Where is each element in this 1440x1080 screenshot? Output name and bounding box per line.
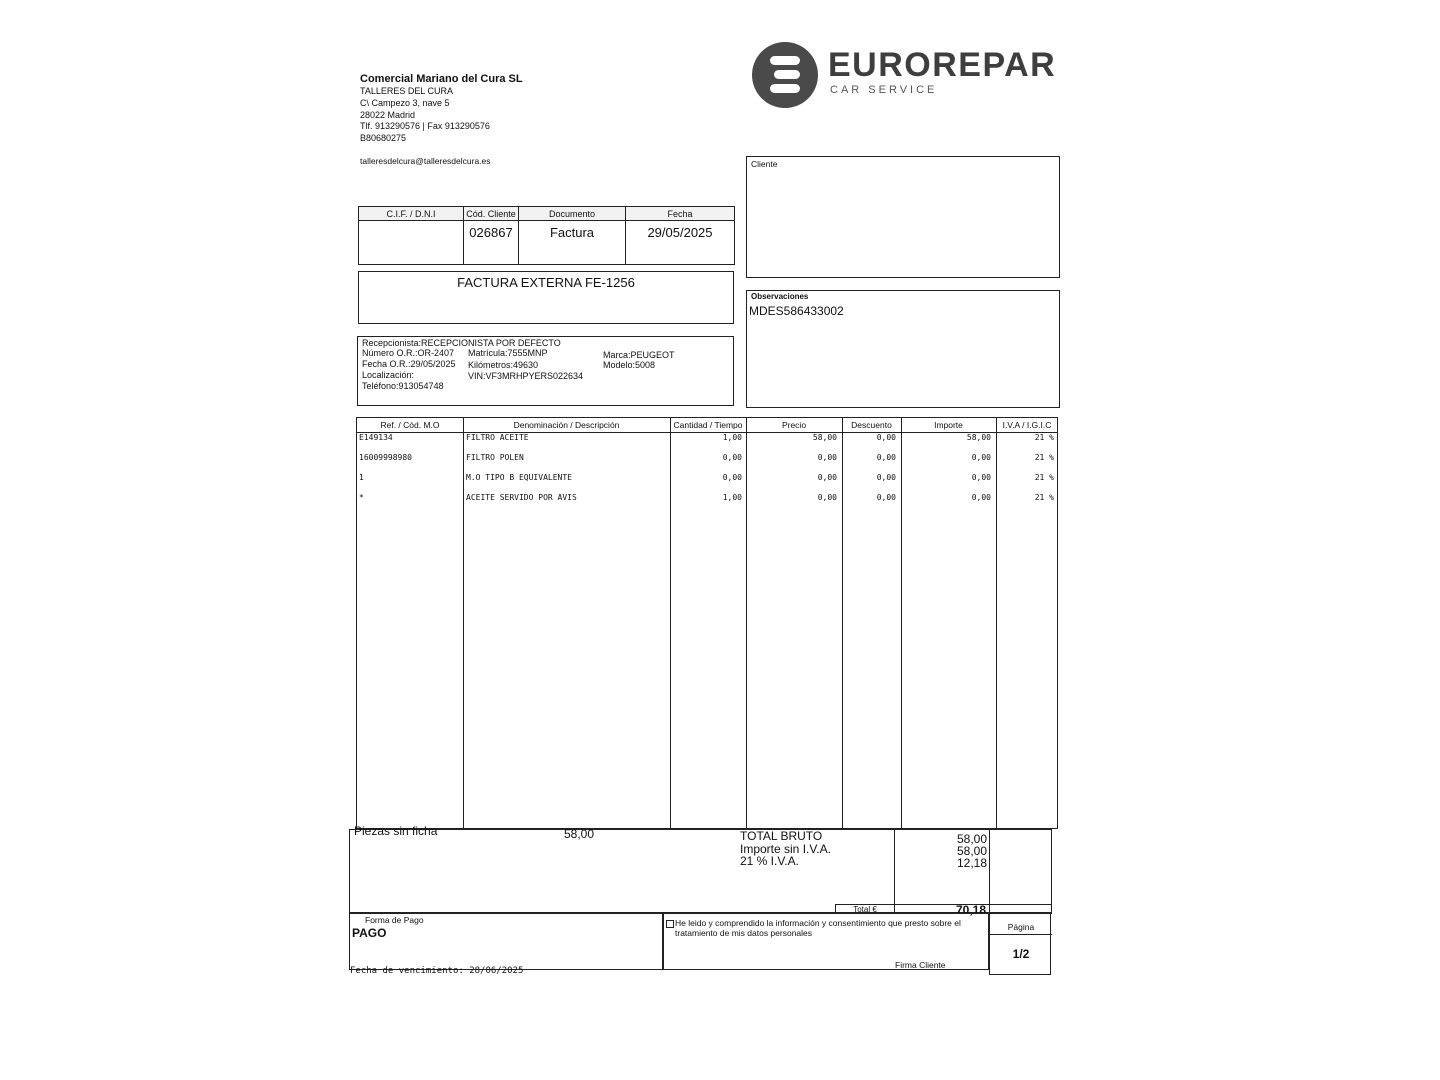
iva-value: 12,18 [956,856,987,870]
piezas-label: Piezas sin ficha [354,824,438,838]
item-iva: 21 % [1034,433,1054,442]
item-descuento: 0,00 [876,453,896,462]
item-descuento: 0,00 [876,493,896,502]
company-cif: B80680275 [360,133,407,144]
invoice-header-table [358,206,735,265]
company-city: 28022 Madrid [360,109,416,120]
item-importe: 0,00 [971,453,991,462]
company-email: talleresdelcura@talleresdelcura.es [360,156,491,166]
table-row [357,453,1059,473]
total-label: Total € [853,905,877,914]
company-address: C\ Campezo 3, nave 5 [360,97,450,108]
logo-brand: EUROREPAR [828,46,1057,84]
numero-or: Número O.R.:OR-2407 [362,348,455,358]
item-importe: 58,00 [966,433,991,442]
matricula: Matrícula:7555MNP [468,348,548,358]
col-ref: Ref. / Cód. M.O [357,418,463,433]
fecha-vencimiento: Fecha de vencimiento: 28/06/2025 [350,966,524,976]
pagina-value: 1/2 [1012,947,1030,961]
invoice-title-box [358,271,734,324]
totals-box [349,824,1052,917]
forma-pago-label: Forma de Pago [365,915,424,925]
table-row [357,433,1059,453]
item-desc: M.O TIPO B EQUIVALENTE [466,473,572,482]
col-precio: Precio [746,418,842,433]
iva-label: 21 % I.V.A. [740,854,799,868]
table-row [357,473,1059,493]
header-fecha: Fecha [626,207,735,221]
item-cantidad: 0,00 [722,453,742,462]
item-iva: 21 % [1034,493,1054,502]
eurorepar-logo-icon [752,42,818,108]
logo-subtitle: CAR SERVICE [830,84,938,96]
observaciones-label: Observaciones [751,292,809,301]
item-desc: ACEITE SERVIDO POR AVIS [466,493,577,502]
marca: Marca:PEUGEOT [603,350,675,360]
item-cantidad: 1,00 [722,493,742,502]
items-table [356,417,1058,829]
col-descripcion: Denominación / Descripción [463,418,670,433]
consent-text: He leido y comprendido la información y consentimiento que presto sobre el tratamiento de mis datos personales [675,918,961,938]
item-precio: 0,00 [817,473,837,482]
telefono: Teléfono:913054748 [362,381,444,391]
item-desc: FILTRO POLEN [466,453,524,462]
vehicle-info-box [357,336,734,406]
piezas-value: 58,00 [564,827,595,841]
company-line: TALLERES DEL CURA [360,86,454,96]
item-precio: 58,00 [812,433,837,442]
value-fecha: 29/05/2025 [626,221,735,265]
item-importe: 0,00 [971,493,991,502]
recepcionista: Recepcionista:RECEPCIONISTA POR DEFECTO [362,338,561,348]
item-cantidad: 1,00 [722,433,742,442]
observaciones-box [746,290,1060,408]
modelo: Modelo:5008 [603,360,656,370]
value-cod-cliente: 026867 [464,221,519,265]
eurorepar-logo [752,42,1062,108]
item-precio: 0,00 [817,493,837,502]
cliente-label: Cliente [751,159,778,169]
importe-sin-iva-label: Importe sin I.V.A. [740,842,831,856]
header-documento: Documento [519,207,626,221]
importe-sin-iva-value: 58,00 [956,844,987,858]
localizacion: Localización: [362,370,415,380]
value-cif [359,221,464,265]
item-iva: 21 % [1034,453,1054,462]
item-iva: 21 % [1034,473,1054,482]
company-phone: Tlf. 913290576 | Fax 913290576 [360,121,490,132]
item-importe: 0,00 [971,473,991,482]
forma-pago-value: PAGO [352,926,387,940]
firma-cliente-label: Firma Cliente [895,960,946,970]
company-name: Comercial Mariano del Cura SL [360,73,523,85]
col-cantidad: Cantidad / Tiempo [670,418,746,433]
invoice-title: FACTURA EXTERNA FE-1256 [457,275,635,290]
item-cantidad: 0,00 [722,473,742,482]
total-bruto-value: 58,00 [956,832,987,846]
consent-box [663,913,989,970]
item-ref: * [359,493,364,502]
pagina-box [989,913,1051,975]
table-row [357,493,1059,513]
pagina-label: Página [1007,922,1035,932]
col-importe: Importe [901,418,996,433]
item-ref: 1 [359,473,364,482]
col-iva: I.V.A / I.G.I.C [996,418,1058,433]
header-cod-cliente: Cód. Cliente [464,207,519,221]
cliente-box [746,156,1060,278]
item-ref: E149134 [359,433,393,442]
item-desc: FILTRO ACEITE [466,433,529,442]
item-descuento: 0,00 [876,473,896,482]
forma-pago-box [349,913,663,970]
item-descuento: 0,00 [876,433,896,442]
vin: VIN:VF3MRHPYERS022634 [468,371,584,381]
fecha-or: Fecha O.R.:29/05/2025 [362,359,456,369]
col-descuento: Descuento [842,418,901,433]
item-ref: 16009998980 [359,453,412,462]
kilometros: Kilómetros:49630 [468,360,539,370]
total-bruto-label: TOTAL BRUTO [740,829,823,843]
total-value: 70,18 [955,903,986,917]
observaciones-value: MDES586433002 [749,304,844,318]
company-info [360,72,523,145]
header-cif: C.I.F. / D.N.I [359,207,464,221]
item-precio: 0,00 [817,453,837,462]
consent-checkbox[interactable] [666,920,674,928]
value-documento: Factura [519,221,626,265]
